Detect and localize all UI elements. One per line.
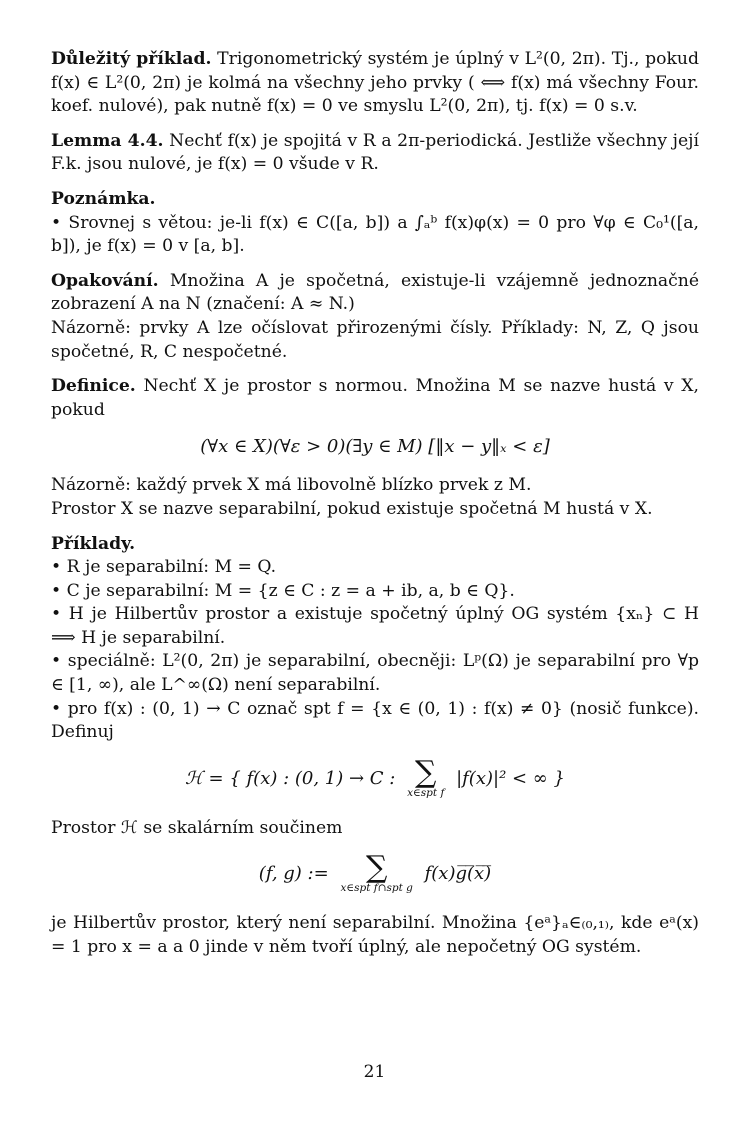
document-page (51, 48, 699, 971)
text-poznamka: • Srovnej s větou: je-li f(x) ∈ C([a, b]) a ∫ₐᵇ f(x)φ(x) = 0 pro ∀φ ∈ C₀¹([a, b]), je f(x) = 0 v [a, b]. (51, 212, 699, 257)
list-item: • H je Hilbertův prostor a existuje spočetný úplný OG systém {xₙ} ⊂ H ⟹ H je separabilní. (51, 604, 699, 648)
sum-sign: ∑ (415, 754, 437, 790)
formula-hilbert-space (51, 754, 699, 799)
heading-poznamka: Poznámka. (51, 188, 156, 209)
paragraph-definice (51, 375, 699, 422)
formula-inner-left: (f, g) := (258, 863, 329, 885)
formula-hilbert-left: ℋ = { f(x) : (0, 1) → C : (185, 767, 396, 789)
sum-sign: ∑ (365, 850, 388, 886)
text-definice: Nechť X je prostor s normou. Množina M se nazve hustá v X, pokud (51, 376, 700, 420)
text-definice-3: Prostor X se nazve separabilní, pokud existuje spočetná M hustá v X. (51, 498, 653, 519)
summation-symbol (340, 850, 413, 895)
heading-definice: Definice. (51, 376, 136, 397)
text-final: je Hilbertův prostor, který není separabilní. Množina {eᵃ}ₐ∈₍₀,₁₎, kde eᵃ(x) = 1 pro x = a a 0 jinde v něm tvoří úplný, ale nepočetný OG systém. (51, 913, 699, 958)
page-number: 21 (363, 1062, 386, 1082)
heading-dulezity-priklad: Důležitý příklad. (51, 49, 212, 69)
text-prostor: Prostor ℋ se skalárním součinem (51, 817, 343, 838)
text-dulezity-priklad: Trigonometrický systém je úplný v L²(0, 2π). Tj., pokud f(x) ∈ L²(0, 2π) je kolmá na všechny jeho prvky ( ⟺ f(x) má všechny Four. koef. nulové), pak nutně f(x) = 0 ve smyslu L²(0, 2π), tj. f(x) = 0 s.v. (51, 49, 699, 117)
summation-symbol (407, 754, 445, 799)
list-item: • pro f(x) : (0, 1) → C označ spt f = {x ∈ (0, 1) : f(x) ≠ 0} (nosič funkce). Definuj (51, 698, 699, 743)
formula-hilbert-right: |f(x)|² < ∞ } (456, 767, 565, 789)
text-definice-2: Názorně: každý prvek X má libovolně blízko prvek z M. (51, 475, 532, 496)
formula-inner-product (51, 850, 699, 895)
heading-lemma: Lemma 4.4. (51, 130, 164, 151)
paragraph-definice-2 (51, 474, 699, 521)
text-lemma: Nechť f(x) je spojitá v R a 2π-periodická. Jestliže všechny její F.k. jsou nulové, je f(x) = 0 všude v R. (51, 130, 700, 175)
paragraph-dulezity-priklad (51, 48, 699, 119)
heading-priklady: Příklady. (51, 533, 136, 554)
sum-subscript: x∈spt f∩spt g (340, 882, 413, 895)
section-priklady (51, 533, 699, 745)
paragraph-prostor (51, 817, 699, 841)
formula-inner-right: f(x)g̅(̅x̅)̅ (424, 863, 492, 885)
text-opakovani-2: Názorně: prvky A lze očíslovat přirozenými čísly. Příklady: N, Z, Q jsou spočetné, R, C nespočetné. (51, 317, 699, 362)
paragraph-poznamka (51, 188, 699, 259)
sum-subscript: x∈spt f (407, 786, 445, 799)
formula-density: (∀x ∈ X)(∀ε > 0)(∃y ∈ M) [‖x − y‖ₓ < ε] (200, 436, 550, 458)
paragraph-lemma (51, 130, 699, 177)
paragraph-opakovani (51, 270, 699, 364)
heading-opakovani: Opakování. (51, 270, 159, 291)
paragraph-final (51, 912, 699, 959)
list-item: • C je separabilní: M = {z ∈ C : z = a + ib, a, b ∈ Q}. (51, 580, 515, 601)
list-item: • R je separabilní: M = Q. (51, 557, 277, 578)
text-opakovani: Množina A je spočetná, existuje-li vzájemně jednoznačné zobrazení A na N (značení: A ≈ N.) (51, 270, 700, 315)
list-item: • speciálně: L²(0, 2π) je separabilní, obecněji: Lᵖ(Ω) je separabilní pro ∀p ∈ [1, ∞), ale L^∞(Ω) není separabilní. (51, 651, 699, 696)
